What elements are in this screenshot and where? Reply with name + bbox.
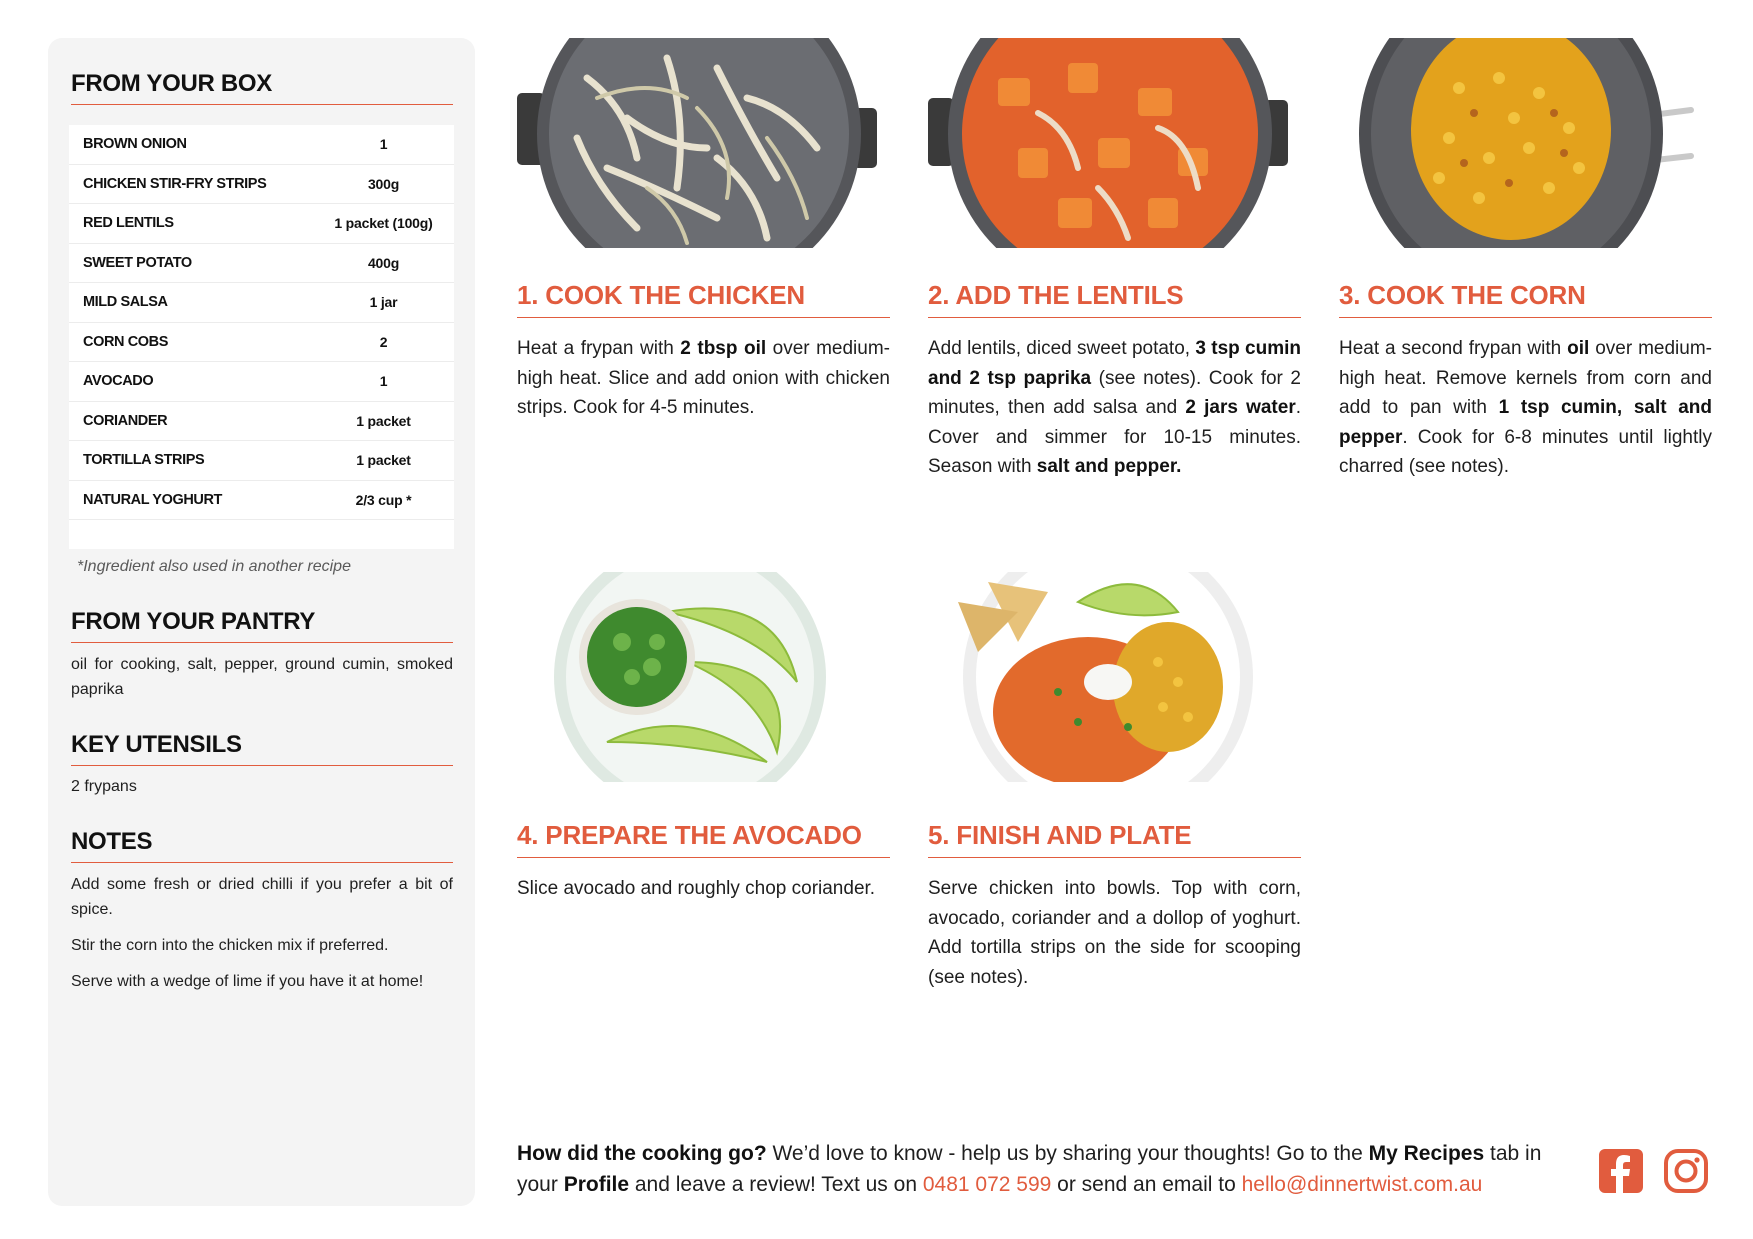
instagram-icon[interactable]: [1664, 1149, 1708, 1193]
footer-text: tab in your: [517, 1142, 1542, 1196]
step-text-bold: salt and pepper.: [1036, 456, 1182, 477]
ingredient-name: RED LENTILS: [83, 215, 174, 232]
step-text-bold: 2 jars water: [1185, 397, 1296, 418]
key-utensils-heading: KEY UTENSILS: [71, 731, 453, 766]
ingredient-row: [69, 323, 454, 363]
ingredient-row: [69, 283, 454, 323]
ingredient-name: CHICKEN STIR-FRY STRIPS: [83, 175, 267, 192]
step-text-run: Heat a frypan with: [517, 338, 681, 359]
utensils-text: 2 frypans: [71, 778, 137, 795]
phone-link[interactable]: 0481 072 599: [922, 1173, 1052, 1196]
ingredient-name: SWEET POTATO: [83, 254, 192, 271]
ingredient-row: [69, 165, 454, 205]
ingredients-sidebar: [48, 38, 475, 1206]
ingredient-qty: 2/3 cup *: [355, 491, 412, 508]
footer-text: and leave a review! Text us on: [629, 1173, 923, 1196]
ingredient-qty: 1 packet (100g): [334, 215, 433, 232]
step-4-text: [517, 874, 890, 904]
ingredient-qty: 1: [379, 136, 388, 153]
step-3-text: [1339, 334, 1712, 482]
ingredient-name: CORIANDER: [83, 412, 168, 429]
footer-text: How did the cooking go?: [517, 1142, 767, 1165]
step-text-run: Heat a second frypan with: [1339, 338, 1568, 359]
step-2-title: 2. ADD THE LENTILS: [928, 280, 1301, 318]
from-your-box-heading: FROM YOUR BOX: [71, 70, 453, 105]
ingredient-name: TORTILLA STRIPS: [83, 452, 205, 469]
step-1-title: 1. COOK THE CHICKEN: [517, 280, 890, 318]
ingredient-name: AVOCADO: [83, 373, 154, 390]
ingredient-row: [69, 362, 454, 402]
step-text-run: Add lentils, diced sweet potato,: [928, 338, 1196, 359]
notes-list: [71, 872, 453, 1005]
corn-pan-photo: [1339, 38, 1699, 248]
ingredient-row: [69, 441, 454, 481]
step-text-run: over medium-high heat. Slice and add onion with chicken strips. Cook for 4-5 minutes.: [517, 338, 890, 418]
step-text-bold: 3 tsp cumin and 2 tsp paprika: [928, 338, 1302, 389]
note-item: Add some fresh or dried chilli if you prefer a bit of spice.: [71, 876, 453, 918]
from-your-pantry-heading: FROM YOUR PANTRY: [71, 608, 453, 643]
chicken-pan-photo: [517, 38, 877, 248]
step-text-bold: 1 tsp cumin, salt and pepper: [1339, 397, 1712, 448]
ingredient-qty: 1 jar: [369, 294, 398, 311]
footer-text: or send an email to: [1051, 1173, 1242, 1196]
avocado-bowl-photo: [517, 572, 877, 782]
footer-text: Profile: [563, 1173, 630, 1196]
note-item: Serve with a wedge of lime if you have it at home!: [71, 973, 424, 990]
ingredient-name: MILD SALSA: [83, 294, 168, 311]
ingredient-name: CORN COBS: [83, 333, 169, 350]
step-text-run: Slice avocado and roughly chop coriander.: [517, 878, 876, 899]
step-3-title: 3. COOK THE CORN: [1339, 280, 1712, 318]
note-item: Stir the corn into the chicken mix if preferred.: [71, 937, 389, 954]
ingredient-qty: 2: [379, 333, 388, 350]
ingredient-qty: 300g: [367, 175, 400, 192]
lentils-pan-photo: [928, 38, 1288, 248]
step-4-title: 4. PREPARE THE AVOCADO: [517, 820, 890, 858]
ingredient-row: [69, 481, 454, 521]
pantry-text: oil for cooking, salt, pepper, ground cumin, smoked paprika: [71, 656, 453, 698]
ingredient-row: [69, 402, 454, 442]
ingredient-qty: 400g: [367, 254, 400, 271]
ingredient-name: BROWN ONION: [83, 136, 187, 153]
step-text-run: (see notes). Cook for 2 minutes, then add salsa and: [928, 367, 1301, 418]
footer-text: We’d love to know - help us by sharing your thoughts! Go to the: [766, 1142, 1369, 1165]
ingredient-row: [69, 204, 454, 244]
step-1-text: [517, 334, 890, 423]
step-text-run: Serve chicken into bowls. Top with corn, avocado, coriander and a dollop of yoghurt. Add tortilla strips on the side for scooping (see notes).: [928, 878, 1301, 988]
facebook-icon[interactable]: [1599, 1149, 1643, 1193]
step-text-run: over medium-high heat. Remove kernels from corn and add to pan with: [1339, 338, 1713, 418]
step-text-run: . Cook for 6-8 minutes until lightly charred (see notes).: [1339, 426, 1712, 477]
ingredients-table: [69, 125, 454, 549]
ingredient-row: [69, 244, 454, 284]
step-text-bold: oil: [1567, 338, 1590, 359]
step-2-text: [928, 334, 1301, 482]
plated-dish-photo: [928, 572, 1288, 782]
email-link[interactable]: hello@dinnertwist.com.au: [1241, 1173, 1483, 1196]
notes-heading: NOTES: [71, 828, 453, 863]
step-5-text: [928, 874, 1301, 992]
feedback-footer: [517, 1138, 1577, 1200]
ingredient-qty: 1 packet: [356, 452, 411, 469]
ingredient-footnote: *Ingredient also used in another recipe: [77, 558, 351, 575]
footer-text: My Recipes: [1368, 1142, 1485, 1165]
ingredient-row: [69, 125, 454, 165]
ingredient-qty: 1: [379, 373, 388, 390]
ingredient-qty: 1 packet: [356, 412, 411, 429]
step-5-title: 5. FINISH AND PLATE: [928, 820, 1301, 858]
step-text-run: . Cover and simmer for 10-15 minutes. Season with: [928, 397, 1301, 477]
ingredient-name: NATURAL YOGHURT: [83, 491, 223, 508]
step-text-bold: 2 tbsp oil: [680, 338, 767, 359]
